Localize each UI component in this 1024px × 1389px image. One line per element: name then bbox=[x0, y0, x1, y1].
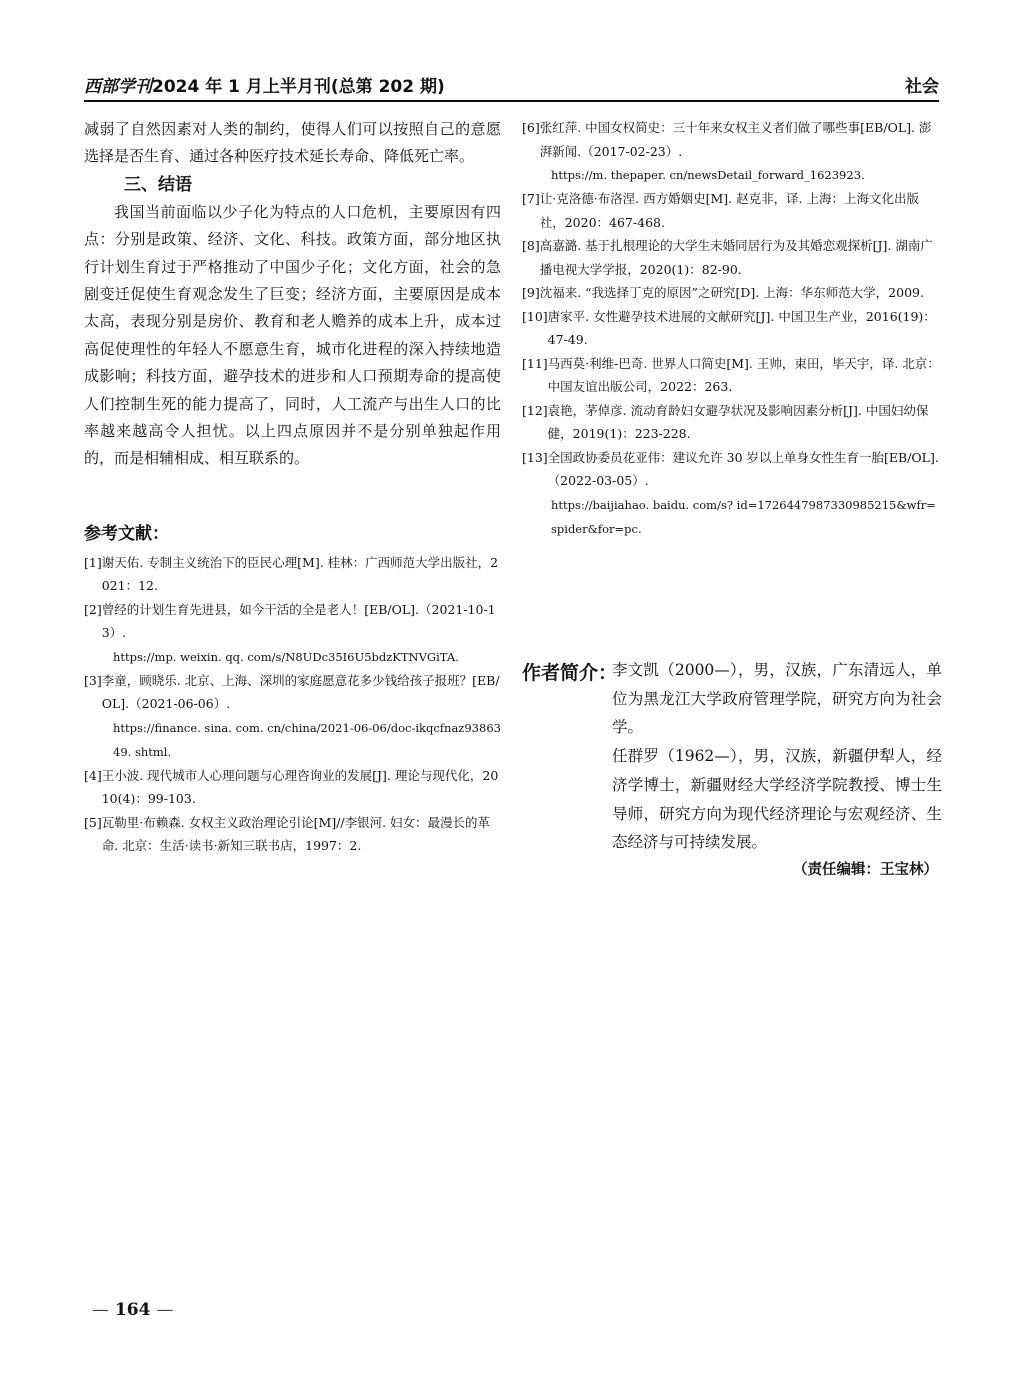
reference-text: 马西莫·利维-巴奇. 世界人口简史[M]. 王帅，束田，毕天宇，译. 北京：中国友谊出版公司，2022：263. bbox=[547, 355, 940, 394]
reference-url: https://baijiahao. baidu. com/s? id=1726447987330985215&wfr=spider&for=pc. bbox=[551, 497, 936, 536]
reference-item bbox=[522, 399, 940, 446]
page-number: 164 bbox=[114, 1300, 151, 1320]
reference-item bbox=[84, 551, 501, 598]
reference-text: 瓦勒里·布赖森. 女权主义政治理论引论[M]//李银河. 妇女：最漫长的革命. 北京：生活·读书·新知三联书店，1997：2. bbox=[101, 814, 491, 854]
reference-text: 袁艳，茅倬彦. 流动育龄妇女避孕状况及影响因素分析[J]. 中国妇幼保健，2019(1)：223-228. bbox=[547, 402, 929, 441]
reference-item bbox=[522, 446, 940, 493]
reference-text: 李童，顾晓乐. 北京、上海、深圳的家庭愿意花多少钱给孩子报班？[EB/OL].（2021-06-06）. bbox=[101, 672, 500, 712]
reference-text: 谢天佑. 专制主义统治下的臣民心理[M]. 桂林：广西师范大学出版社，2021：12. bbox=[101, 554, 499, 594]
reference-url: https://m. thepaper. cn/newsDetail_forward_1623923. bbox=[551, 168, 865, 182]
right-column bbox=[522, 116, 940, 541]
reference-item bbox=[84, 764, 501, 811]
reference-number: [6] bbox=[522, 120, 540, 135]
reference-list-left bbox=[84, 551, 501, 858]
reference-number: [1] bbox=[84, 554, 102, 570]
page-number-dash-right: — bbox=[156, 1300, 174, 1320]
reference-item bbox=[522, 187, 940, 234]
reference-number: [10] bbox=[522, 308, 548, 324]
header-divider bbox=[84, 100, 939, 102]
reference-number: [9] bbox=[522, 285, 540, 300]
reference-text: 曾经的计划生育先进县，如今干活的全是老人！[EB/OL].（2021-10-13）. bbox=[101, 601, 496, 641]
reference-item bbox=[522, 234, 940, 281]
reference-text: 王小波. 现代城市人心理问题与心理咨询业的发展[J]. 理论与现代化，2010(4)：99-103. bbox=[101, 767, 499, 807]
reference-number: [2] bbox=[84, 601, 102, 617]
left-column bbox=[84, 116, 501, 858]
reference-text: 全国政协委员花亚伟：建议允许 30 岁以上单身女性生育一胎[EB/OL].（2022-03-05）. bbox=[547, 449, 939, 488]
reference-text: 让·克洛德·布洛涅. 西方婚姻史[M]. 赵克非，译. 上海：上海文化出版社，2020：467-468. bbox=[539, 191, 920, 230]
reference-text: 张红萍. 中国女权简史：三十年来女权主义者们做了哪些事[EB/OL]. 澎湃新闻.（2017-02-23）. bbox=[539, 120, 932, 159]
references-title: 参考文献： bbox=[84, 523, 169, 544]
reference-url: https://finance. sina. com. cn/china/2021-06-06/doc-ikqcfnaz9386349. shtml. bbox=[113, 720, 501, 759]
page-header bbox=[84, 70, 939, 100]
reference-item bbox=[84, 669, 501, 716]
reference-item bbox=[522, 281, 940, 305]
reference-number: [8] bbox=[522, 238, 540, 253]
page-number-dash-left: — bbox=[92, 1300, 109, 1320]
reference-number: [7] bbox=[522, 191, 540, 206]
reference-number: [12] bbox=[522, 402, 548, 418]
responsible-editor: （责任编辑：王宝林） bbox=[793, 862, 938, 878]
reference-text: 沈福来. “我选择丁克的原因”之研究[D]. 上海：华东师范大学，2009. bbox=[539, 285, 924, 300]
reference-list-right bbox=[522, 116, 940, 541]
reference-item bbox=[522, 352, 940, 399]
intro-paragraph: 减弱了自然因素对人类的制约，使得人们可以按照自己的意愿选择是否生育、通过各种医疗技术延长寿命、降低死亡率。 bbox=[84, 120, 501, 166]
reference-number: [13] bbox=[522, 449, 548, 465]
reference-item bbox=[522, 305, 940, 352]
issue-label: 2024 年 1 月上半月刊(总第 202 期) bbox=[152, 77, 445, 97]
conclusion-paragraph: 我国当前面临以少子化为特点的人口危机，主要原因有四点：分别是政策、经济、文化、科技。政策方面，部分地区执行计划生育过于严格推动了中国少子化；文化方面，社会的急剧变迁促使生育观念发生了巨变；经济方面，主要原因是成本太高，表现分别是房价、教育和老人赡养的成本上升，成本过高促使理性的年轻人不愿意生育，城市化进程的深入持续地造成影响；科技方面，避孕技术的进步和人口预期寿命的提高使人们控制生死的能力提高了，同时，人工流产与出生人口的比率越来越高令人担忧。以上四点原因并不是分别单独起作用的，而是相辅相成、相互联系的。 bbox=[84, 202, 501, 468]
reference-item bbox=[84, 598, 501, 645]
section-label: 社会 bbox=[905, 77, 939, 97]
reference-text: 唐家平. 女性避孕技术进展的文献研究[J]. 中国卫生产业，2016(19)：47-49. bbox=[547, 308, 936, 347]
journal-logo: 西部学刊 bbox=[84, 77, 152, 97]
section-title: 三、结语 bbox=[124, 174, 192, 195]
reference-number: [4] bbox=[84, 767, 102, 783]
author-1-bio: 李文凯（2000—），男，汉族，广东清远人，单位为黑龙江大学政府管理学院，研究方向为社会学。 bbox=[612, 661, 942, 737]
author-bio-label: 作者简介： bbox=[522, 662, 618, 684]
author-bio-content bbox=[612, 656, 942, 857]
reference-item bbox=[84, 811, 501, 858]
reference-number: [3] bbox=[84, 672, 102, 688]
reference-text: 高嘉潞. 基于扎根理论的大学生未婚同居行为及其婚恋观探析[J]. 湖南广播电视大学学报，2020(1)：82-90. bbox=[539, 238, 933, 277]
reference-item bbox=[522, 116, 940, 163]
reference-number: [11] bbox=[522, 355, 548, 371]
author-bio bbox=[522, 656, 942, 857]
reference-url: https://mp. weixin. qq. com/s/N8UDc35I6U5bdzKTNVGiTA. bbox=[113, 649, 459, 664]
author-2-bio: 任群罗（1962—），男，汉族，新疆伊犁人，经济学博士，新疆财经大学经济学院教授、博士生导师，研究方向为现代经济理论与宏观经济、生态经济与可持续发展。 bbox=[612, 747, 942, 852]
page-number-footer bbox=[92, 1300, 173, 1320]
reference-number: [5] bbox=[84, 814, 102, 830]
journal-issue-line bbox=[84, 72, 445, 97]
